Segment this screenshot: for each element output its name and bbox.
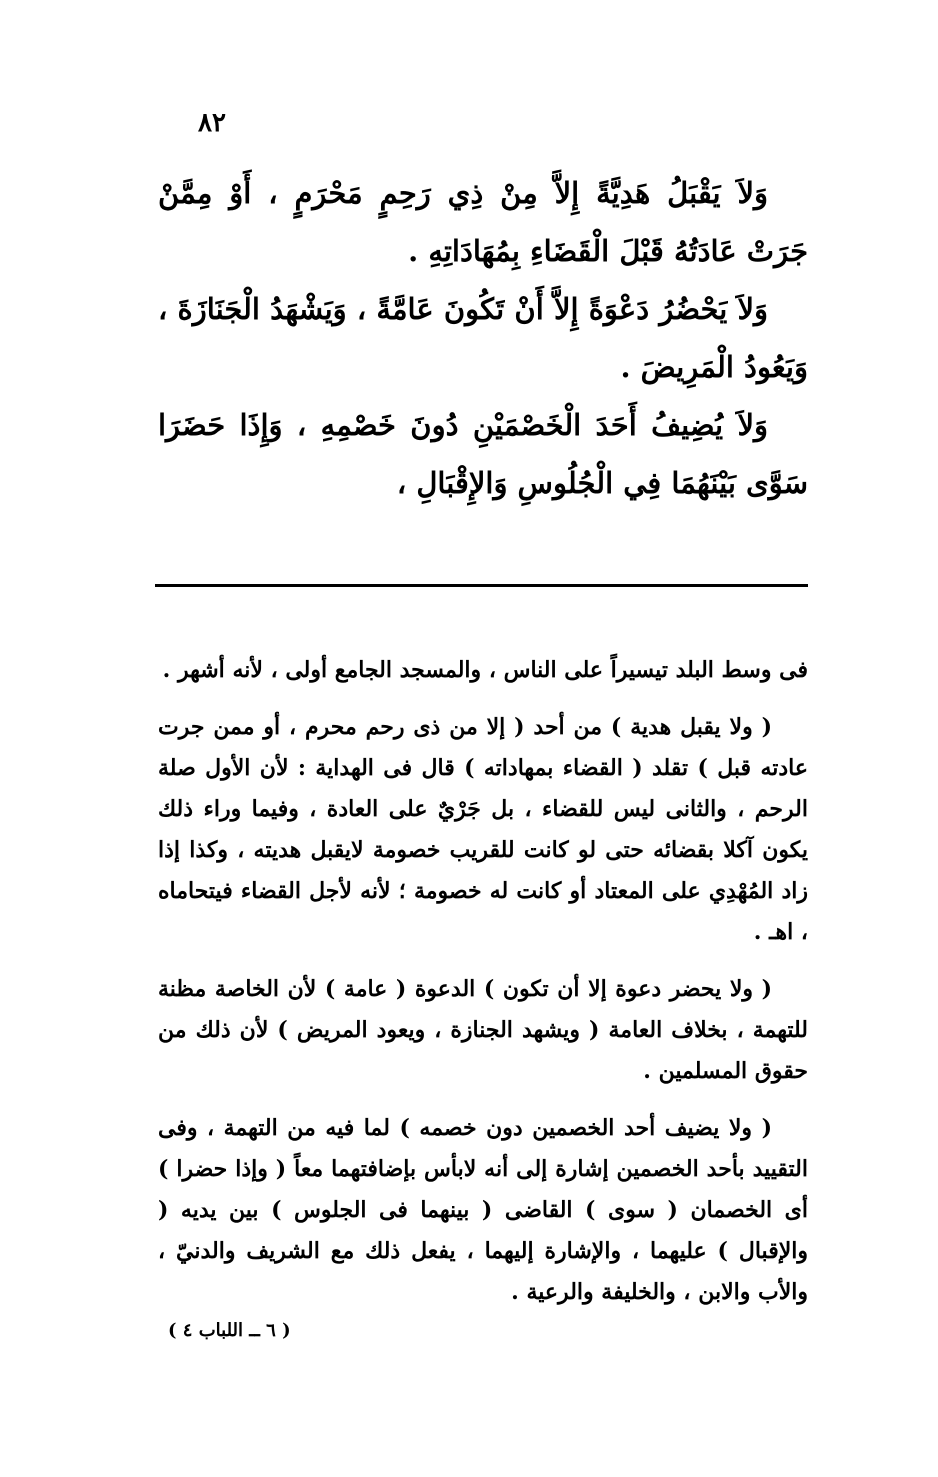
- main-paragraph-invitations: وَلاَ يَحْضُرُ دَعْوَةً إِلاَّ أَنْ تَكُونَ عَامَّةً ، وَيَشْهَدُ الْجَنَازَةَ ، وَيَعُودُ الْمَرِيضَ .: [158, 292, 808, 384]
- page-number: ٨٢: [198, 108, 226, 138]
- commentary-paragraph-mosque: فى وسط البلد تيسيراً على الناس ، والمسجد الجامع أولى ، لأنه أشهر .: [162, 657, 808, 683]
- main-text: [158, 164, 808, 512]
- section-divider: [155, 584, 808, 587]
- commentary-paragraph-invitations: ( ولا يحضر دعوة إلا أن تكون ) الدعوة ( عامة ) لأن الخاصة مظنة للتهمة ، بخلاف العامة ( ويشهد الجنازة ، ويعود المريض ) لأن ذلك من حقوق المسلمين .: [158, 976, 808, 1084]
- main-paragraph-litigants: وَلاَ يُضِيفُ أَحَدَ الْخَصْمَيْنِ دُونَ خَصْمِهِ ، وَإِذَا حَضَرَا سَوَّى بَيْنَهُمَا فِي الْجُلُوسِ وَالإِقْبَالِ ،: [158, 408, 808, 500]
- commentary-paragraph-gifts: ( ولا يقبل هدية ) من أحد ( إلا من ذى رحم محرم ، أو ممن جرت عادته قبل ) تقلد ( القضاء بمهاداته ) قال فى الهداية : لأن الأول صلة الرحم ، والثانى ليس للقضاء ، بل جَرْيٌ على العادة ، وفيما وراء ذلك يكون آكلا بقضائه حتى لو كانت للقريب خصومة لايقبل هديته ، وكذا إذا زاد المُهْدِي على المعتاد أو كانت له خصومة ؛ لأنه لأجل القضاء فيتحاماه ، اهـ .: [158, 714, 808, 945]
- footer-signature: ( ٦ ــ اللباب ٤ ): [168, 1320, 291, 1341]
- commentary-paragraph-litigants: ( ولا يضيف أحد الخصمين دون خصمه ) لما فيه من التهمة ، وفى التقييد بأحد الخصمين إشارة إلى أنه لابأس بإضافتهما معاً ( وإذا حضرا ) أى الخصمان ( سوى ) القاضى ( بينهما فى الجلوس ) بين يديه ( والإقبال ) عليهما ، والإشارة إليهما ، يفعل ذلك مع الشريف والدنيّ ، والأب والابن ، والخليفة والرعية .: [158, 1115, 808, 1305]
- main-paragraph-gifts: وَلاَ يَقْبَلُ هَدِيَّةً إِلاَّ مِنْ ذِي رَحِمٍ مَحْرَمٍ ، أَوْ مِمَّنْ جَرَتْ عَادَتُهُ قَبْلَ الْقَضَاءِ بِمُهَادَاتِهِ .: [158, 176, 808, 268]
- commentary-text: [158, 650, 808, 1329]
